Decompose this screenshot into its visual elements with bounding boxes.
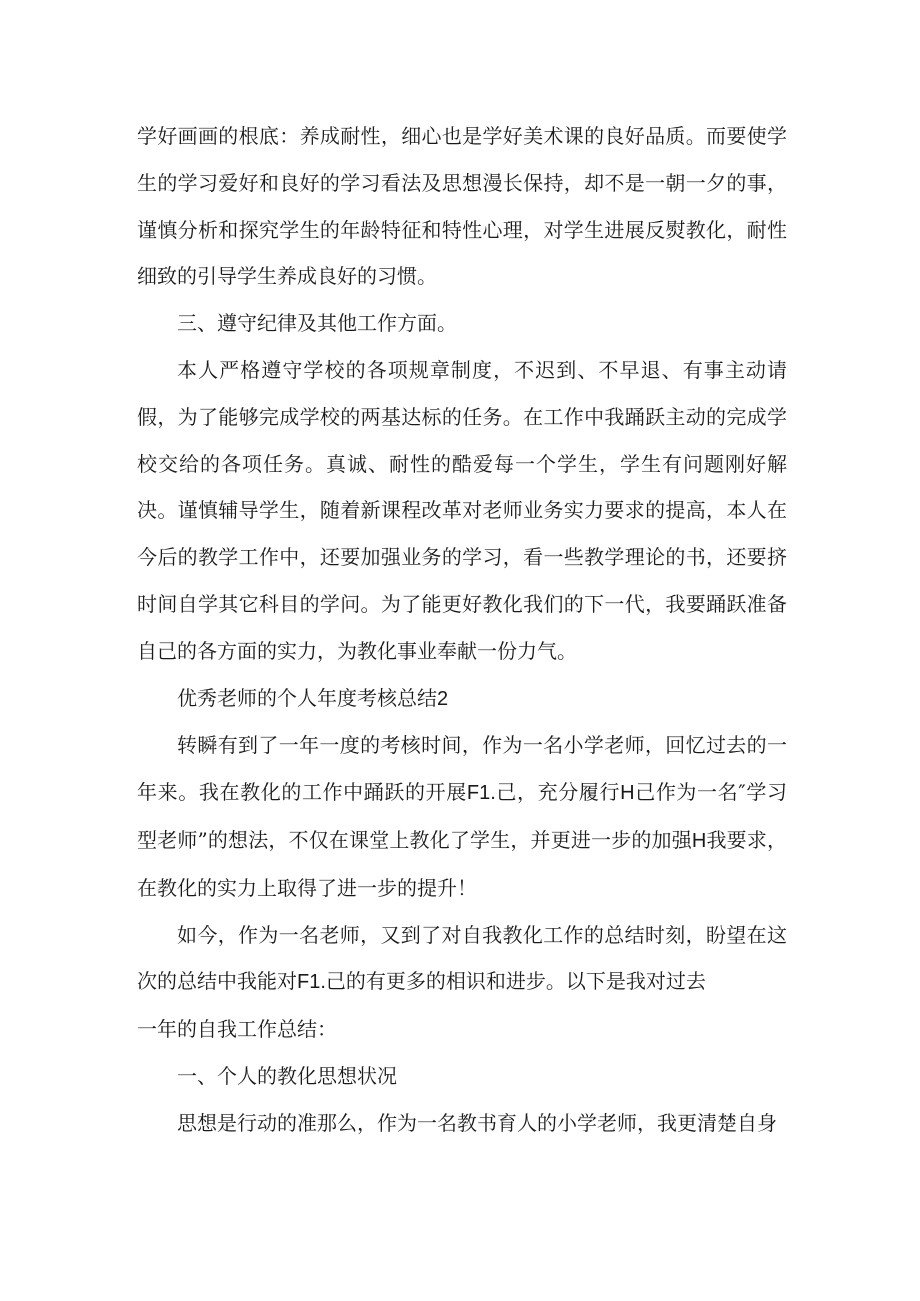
section-heading-ideology: 一、个人的教化思想状况: [177, 1063, 397, 1088]
text-run: 己，充分履行: [495, 780, 621, 805]
text-run-latin: H: [691, 829, 707, 852]
article-title-2: [137, 675, 787, 723]
text-run-latin: F1.: [297, 971, 326, 994]
text-run: 己的有更多的相识和进步。以下是我对过去: [325, 969, 706, 994]
text-run: 我要求，在教化的实力上取得了进一步的提升！: [137, 827, 787, 900]
text-run: 己作为一名″学习型老师”的想法，不仅在课堂上教化了学生，并更进一步的加强: [137, 780, 787, 852]
article-title-number: 2: [437, 687, 449, 710]
document-body: [137, 113, 787, 1147]
paragraph-summary-continuation: 一年的自我工作总结：: [137, 1017, 337, 1042]
paragraph-summary-moment: [137, 912, 787, 1007]
paragraph-drawing-basics: 学好画画的根底：养成耐性，细心也是学好美术课的良好品质。而要使学生的学习爱好和良好的学习看法及思想漫长保持，却不是一朝一夕的事，谨慎分析和探究学生的年龄特征和特性心理，对学生进展反熨教化，耐性细致的引导学生养成良好的习惯。: [137, 124, 787, 289]
text-run: 转瞬有到了一年一度的考核时间，作为一名小学老师，回忆过去的一年来。我在教化的工作中踊跃的开展: [137, 733, 787, 805]
text-run-latin: F1.: [466, 782, 496, 805]
paragraph-ideology: 思想是行动的准那么，作为一名教书育人的小学老师，我更清楚自身: [177, 1110, 777, 1135]
section-heading-discipline: 三、遵守纪律及其他工作方面。: [177, 311, 457, 336]
text-run: 如今，作为一名老师，又到了对自我教化工作的总结时刻，盼望在这次的总结中我能对: [137, 922, 787, 994]
text-run-latin: H: [620, 782, 635, 805]
paragraph-discipline: 本人严格遵守学校的各项规章制度，不迟到、不早退、有事主动请假，为了能够完成学校的两基达标的任务。在工作中我踊跃主动的完成学校交给的各项任务。真诚、耐性的酷爱每一个学生，学生有问题刚好解决。谨慎辅导学生，随着新课程改革对老师业务实力要求的提高，本人在今后的教学工作中，还要加强业务的学习，看一些教学理论的书，还要挤时间自学其它科目的学问。为了能更好教化我们的下一代，我要踊跃准备自己的各方面的实力，为教化事业奉献一份力气。: [137, 357, 787, 663]
article-title-text: 优秀老师的个人年度考核总结: [177, 685, 437, 710]
paragraph-review-intro: [137, 722, 787, 911]
